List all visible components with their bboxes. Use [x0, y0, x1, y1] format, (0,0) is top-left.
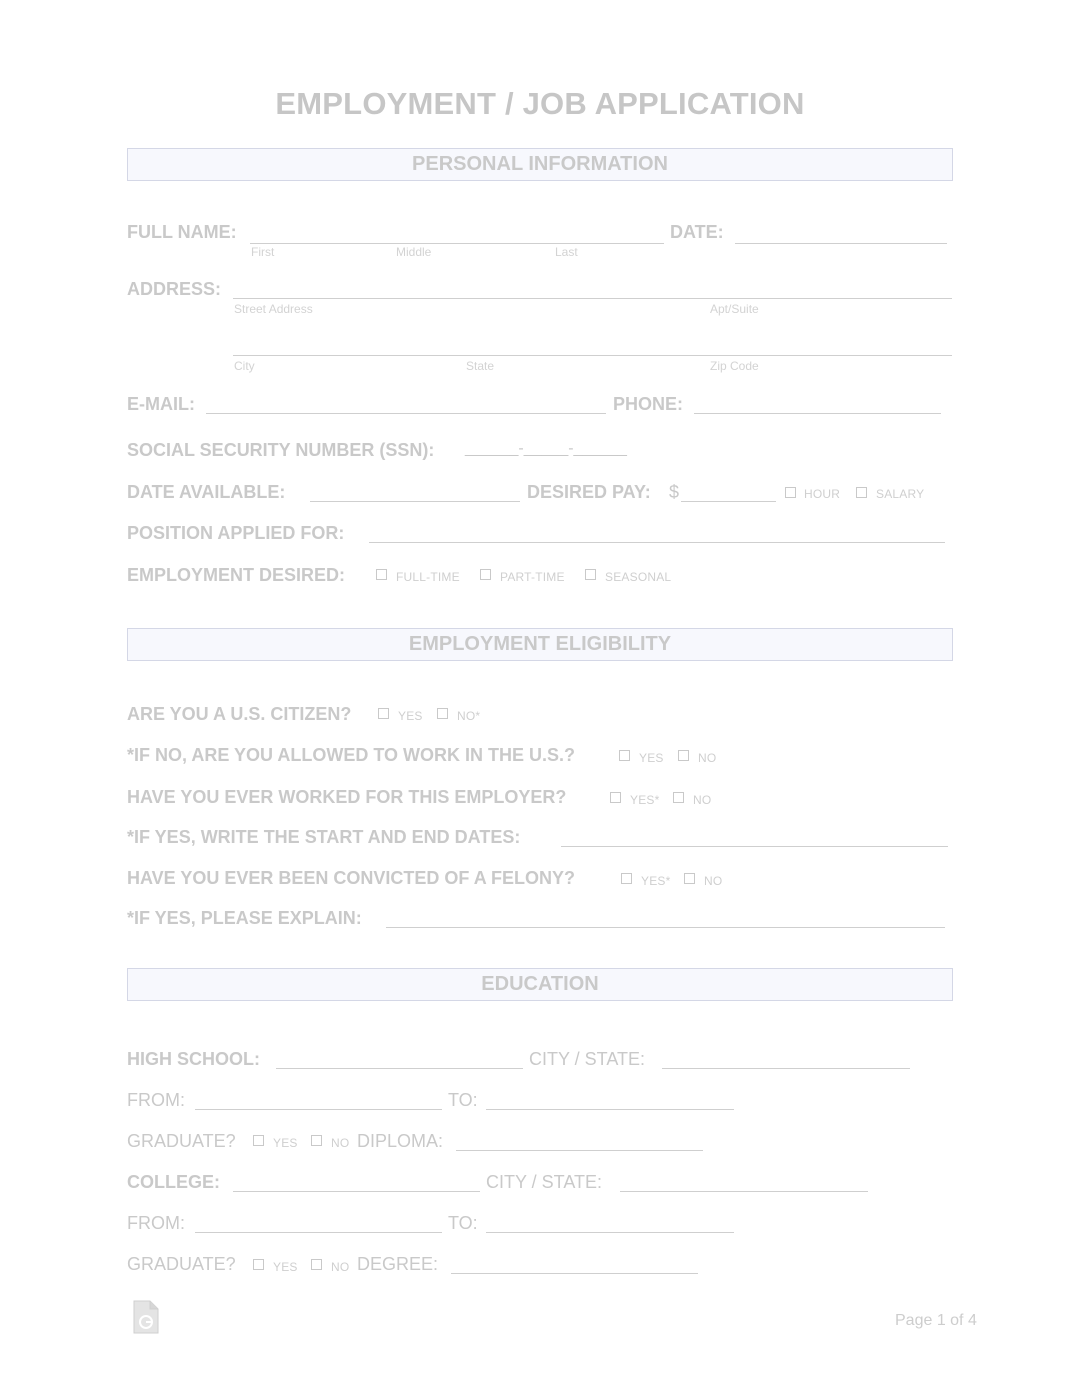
full-time-checkbox[interactable] — [376, 569, 387, 580]
middle-name-hint: Middle — [396, 245, 432, 259]
last-name-hint: Last — [555, 245, 578, 259]
explain-label: *IF YES, PLEASE EXPLAIN: — [127, 908, 362, 928]
desired-pay-label: DESIRED PAY: — [527, 482, 651, 502]
position-applied-label: POSITION APPLIED FOR: — [127, 523, 345, 543]
section-personal-information: PERSONAL INFORMATION — [127, 148, 953, 181]
city-state-zip-field[interactable] — [233, 355, 952, 356]
college-field[interactable] — [233, 1191, 480, 1192]
hs-city-state-label: CITY / STATE: — [529, 1049, 646, 1069]
email-label: E-MAIL: — [127, 394, 195, 414]
allowed-no-label: NO — [698, 751, 717, 765]
citizen-yes-label: YES — [398, 709, 423, 723]
worked-yes-checkbox[interactable] — [610, 792, 621, 803]
desired-pay-currency: $ — [669, 482, 680, 502]
position-applied-field[interactable] — [369, 542, 945, 543]
college-graduate-no-label: NO — [331, 1260, 350, 1274]
phone-field[interactable] — [694, 413, 941, 414]
citizen-no-checkbox[interactable] — [437, 708, 448, 719]
hs-city-state-field[interactable] — [662, 1068, 910, 1069]
email-field[interactable] — [206, 413, 606, 414]
desired-pay-field[interactable] — [681, 501, 776, 502]
worked-no-label: NO — [693, 793, 712, 807]
hs-to-field[interactable] — [486, 1109, 734, 1110]
first-name-hint: First — [251, 245, 275, 259]
citizen-yes-checkbox[interactable] — [378, 708, 389, 719]
hs-graduate-no-checkbox[interactable] — [311, 1135, 322, 1146]
college-city-state-label: CITY / STATE: — [486, 1172, 603, 1192]
worked-yes-label: YES* — [630, 793, 660, 807]
felony-no-checkbox[interactable] — [684, 873, 695, 884]
college-graduate-no-checkbox[interactable] — [311, 1259, 322, 1270]
ssn-field[interactable]: ______-_____-______ — [465, 440, 627, 457]
us-citizen-label: ARE YOU A U.S. CITIZEN? — [127, 704, 352, 724]
high-school-label: HIGH SCHOOL: — [127, 1049, 260, 1069]
high-school-field[interactable] — [276, 1068, 523, 1069]
college-city-state-field[interactable] — [620, 1191, 868, 1192]
employment-desired-label: EMPLOYMENT DESIRED: — [127, 565, 346, 585]
date-available-label: DATE AVAILABLE: — [127, 482, 286, 502]
salary-checkbox[interactable] — [856, 487, 867, 498]
college-to-label: TO: — [448, 1213, 478, 1233]
college-to-field[interactable] — [486, 1232, 734, 1233]
section-employment-eligibility: EMPLOYMENT ELIGIBILITY — [127, 628, 953, 661]
felony-label: HAVE YOU EVER BEEN CONVICTED OF A FELONY? — [127, 868, 576, 888]
street-address-hint: Street Address — [234, 302, 313, 316]
worked-no-checkbox[interactable] — [673, 792, 684, 803]
allowed-no-checkbox[interactable] — [678, 750, 689, 761]
document-title: EMPLOYMENT / JOB APPLICATION — [275, 86, 805, 121]
hs-from-label: FROM: — [127, 1090, 185, 1110]
worked-before-label: HAVE YOU EVER WORKED FOR THIS EMPLOYER? — [127, 787, 567, 807]
college-graduate-yes-label: YES — [273, 1260, 298, 1274]
hs-from-field[interactable] — [195, 1109, 442, 1110]
zip-code-hint: Zip Code — [710, 359, 759, 373]
college-graduate-label: GRADUATE? — [127, 1254, 236, 1274]
document-logo-icon — [133, 1300, 159, 1334]
phone-label: PHONE: — [613, 394, 684, 414]
hs-graduate-yes-checkbox[interactable] — [253, 1135, 264, 1146]
seasonal-checkbox[interactable] — [585, 569, 596, 580]
city-hint: City — [234, 359, 255, 373]
hour-option-label: HOUR — [804, 487, 841, 501]
hs-graduate-label: GRADUATE? — [127, 1131, 236, 1151]
felony-yes-checkbox[interactable] — [621, 873, 632, 884]
date-available-field[interactable] — [310, 501, 520, 502]
college-label: COLLEGE: — [127, 1172, 220, 1192]
section-education: EDUCATION — [127, 968, 953, 1001]
allowed-yes-label: YES — [639, 751, 664, 765]
allowed-to-work-label: *IF NO, ARE YOU ALLOWED TO WORK IN THE U.S.? — [127, 745, 576, 765]
diploma-label: DIPLOMA: — [357, 1131, 444, 1151]
hs-graduate-yes-label: YES — [273, 1136, 298, 1150]
date-field[interactable] — [735, 243, 947, 244]
college-graduate-yes-checkbox[interactable] — [253, 1259, 264, 1270]
start-end-dates-field[interactable] — [561, 846, 948, 847]
college-from-label: FROM: — [127, 1213, 185, 1233]
part-time-checkbox[interactable] — [480, 569, 491, 580]
felony-yes-label: YES* — [641, 874, 671, 888]
diploma-field[interactable] — [456, 1150, 703, 1151]
degree-field[interactable] — [451, 1273, 698, 1274]
apt-suite-hint: Apt/Suite — [710, 302, 759, 316]
address-label: ADDRESS: — [127, 279, 222, 299]
college-from-field[interactable] — [195, 1232, 442, 1233]
degree-label: DEGREE: — [357, 1254, 439, 1274]
hour-checkbox[interactable] — [785, 487, 796, 498]
salary-option-label: SALARY — [876, 487, 925, 501]
state-hint: State — [466, 359, 495, 373]
part-time-option-label: PART-TIME — [500, 570, 565, 584]
full-time-option-label: FULL-TIME — [396, 570, 460, 584]
street-address-field[interactable] — [233, 298, 952, 299]
full-name-label: FULL NAME: — [127, 222, 237, 242]
allowed-yes-checkbox[interactable] — [619, 750, 630, 761]
explain-field[interactable] — [386, 927, 945, 928]
citizen-no-label: NO* — [457, 709, 481, 723]
date-label: DATE: — [670, 222, 724, 242]
ssn-label: SOCIAL SECURITY NUMBER (SSN): — [127, 440, 435, 460]
hs-graduate-no-label: NO — [331, 1136, 350, 1150]
page-number: Page 1 of 4 — [895, 1312, 977, 1329]
hs-to-label: TO: — [448, 1090, 478, 1110]
seasonal-option-label: SEASONAL — [605, 570, 672, 584]
full-name-field[interactable] — [250, 243, 664, 244]
start-end-dates-label: *IF YES, WRITE THE START AND END DATES: — [127, 827, 521, 847]
felony-no-label: NO — [704, 874, 723, 888]
